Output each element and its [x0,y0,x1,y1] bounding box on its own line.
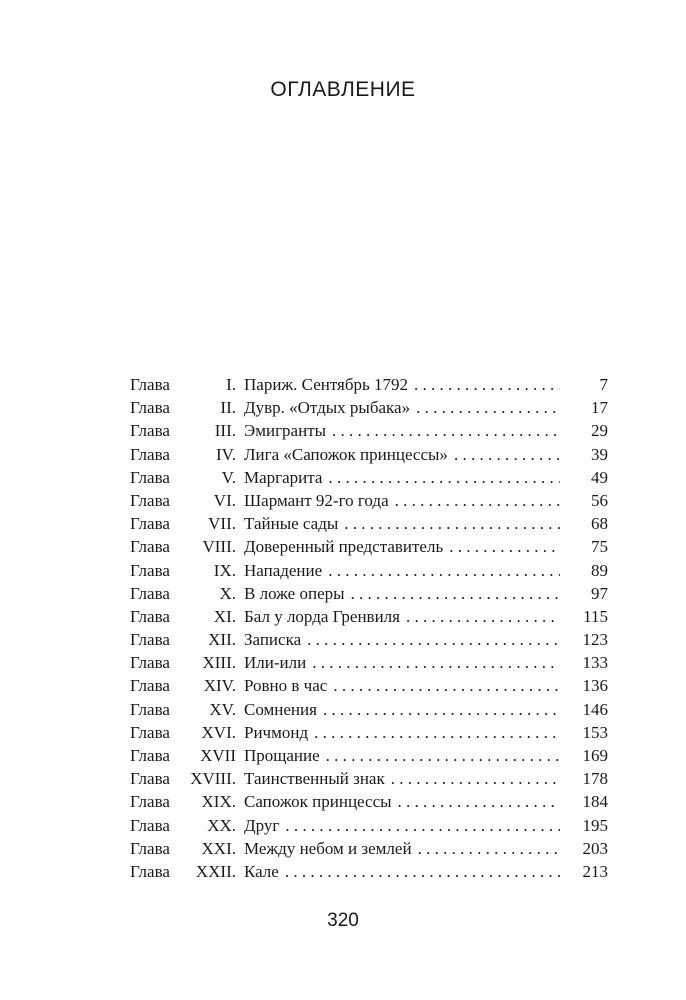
chapter-label: Глава [130,769,170,789]
chapter-title: Доверенный представитель [244,537,449,556]
chapter-page: 195 [582,815,608,835]
chapter-label: Глава [130,537,170,557]
chapter-label: Глава [130,699,170,719]
chapter-number: V. [221,467,236,487]
toc-entry [130,512,608,535]
page-title: ОГЛАВЛЕНИЕ [270,78,416,101]
chapter-title-leader [244,860,560,883]
chapter-title-leader [244,512,560,535]
toc-entry [130,767,608,790]
toc-entry [130,814,608,837]
chapter-page: 39 [591,444,608,464]
chapter-label: Глава [130,746,170,765]
chapter-number: XVII [200,746,236,765]
chapter-title: Прощание [244,746,326,765]
chapter-label: Глава [130,815,170,835]
chapter-title-leader [244,443,560,466]
chapter-title-leader [244,744,560,767]
toc-entry [130,698,608,721]
chapter-number: XXII. [195,861,236,881]
chapter-number: XV. [209,699,236,719]
chapter-number: XIII. [202,653,236,673]
chapter-title-leader [244,698,560,721]
chapter-title: Кале [244,862,285,881]
chapter-title: Эмигранты [244,421,332,440]
chapter-number: I. [226,375,236,394]
chapter-label: Глава [130,838,170,858]
chapter-number: XVIII. [190,769,236,789]
toc-entry [130,582,608,605]
chapter-page: 115 [583,606,608,626]
toc-entry [130,466,608,489]
toc-entry [130,790,608,813]
chapter-title-leader [244,814,560,837]
chapter-title-leader [244,628,560,651]
toc-entry [130,837,608,860]
chapter-number: VI. [213,490,236,510]
chapter-number: X. [219,583,236,603]
table-of-contents [130,373,608,883]
chapter-title: Друг [244,816,285,835]
toc-entry [130,628,608,651]
chapter-title-leader [244,674,560,697]
chapter-page: 49 [591,467,608,487]
chapter-title-leader [244,396,560,419]
toc-entry [130,396,608,419]
chapter-title: Шармант 92-го года [244,491,395,510]
chapter-page: 213 [582,861,608,881]
chapter-label: Глава [130,676,170,696]
toc-entry [130,721,608,744]
toc-entry [130,559,608,582]
chapter-page: 97 [591,583,608,603]
chapter-label: Глава [130,606,170,626]
chapter-title-leader [244,489,560,512]
chapter-number: XI. [213,606,236,626]
chapter-number: XII. [208,630,236,650]
chapter-title: Ричмонд [244,723,314,742]
chapter-title: Или-или [244,653,312,672]
toc-entry [130,744,608,767]
chapter-label: Глава [130,467,170,487]
chapter-title-leader [244,373,560,396]
chapter-page: 133 [582,653,608,673]
chapter-page: 56 [591,490,608,510]
chapter-title: Нападение [244,561,328,580]
toc-entry [130,419,608,442]
chapter-number: VII. [208,514,236,534]
chapter-label: Глава [130,792,170,812]
chapter-label: Глава [130,861,170,881]
chapter-page: 153 [582,722,608,742]
chapter-label: Глава [130,722,170,742]
chapter-label: Глава [130,560,170,580]
chapter-title-leader [244,651,560,674]
chapter-title: Лига «Сапожок принцессы» [244,445,454,464]
chapter-title: Сомнения [244,700,323,719]
chapter-title-leader [244,837,560,860]
chapter-number: IV. [216,444,236,464]
toc-entry [130,443,608,466]
chapter-title: Тайные сады [244,514,344,533]
chapter-page: 17 [591,398,608,418]
chapter-title: В ложе оперы [244,584,351,603]
chapter-title: Ровно в час [244,676,333,695]
chapter-title-leader [244,535,560,558]
toc-entry [130,651,608,674]
chapter-page: 178 [582,769,608,789]
chapter-label: Глава [130,375,170,394]
page-number: 320 [327,910,359,931]
chapter-number: XVI. [201,722,236,742]
chapter-label: Глава [130,653,170,673]
chapter-label: Глава [130,398,170,418]
chapter-label: Глава [130,514,170,534]
chapter-page: 68 [591,514,608,534]
chapter-label: Глава [130,583,170,603]
chapter-title-leader [244,790,560,813]
chapter-number: XIX. [201,792,236,812]
chapter-number: XIV. [203,676,236,696]
chapter-title-leader [244,582,560,605]
chapter-page: 7 [599,375,608,394]
chapter-label: Глава [130,630,170,650]
chapter-label: Глава [130,421,170,441]
chapter-title: Маргарита [244,468,328,487]
chapter-page: 184 [582,792,608,812]
chapter-title-leader [244,721,560,744]
chapter-page: 169 [582,746,608,765]
toc-entry [130,605,608,628]
toc-entry [130,535,608,558]
chapter-label: Глава [130,490,170,510]
chapter-title: Между небом и землей [244,839,418,858]
chapter-title: Париж. Сентябрь 1792 [244,375,414,394]
chapter-number: VIII. [202,537,236,557]
chapter-title-leader [244,466,560,489]
chapter-label: Глава [130,444,170,464]
chapter-title: Бал у лорда Гренвиля [244,607,406,626]
chapter-title-leader [244,419,560,442]
toc-entry [130,489,608,512]
chapter-title: Таинственный знак [244,769,391,788]
chapter-number: II. [220,398,236,418]
chapter-page: 29 [591,421,608,441]
chapter-title: Дувр. «Отдых рыбака» [244,398,416,417]
chapter-page: 89 [591,560,608,580]
chapter-number: XX. [207,815,236,835]
toc-entry [130,674,608,697]
chapter-title: Сапожок принцессы [244,792,398,811]
chapter-title-leader [244,605,560,628]
chapter-title-leader [244,767,560,790]
chapter-number: IX. [213,560,236,580]
chapter-number: III. [214,421,236,441]
chapter-page: 203 [582,838,608,858]
chapter-page: 75 [591,537,608,557]
chapter-number: XXI. [201,838,236,858]
toc-entry [130,373,608,396]
chapter-page: 123 [582,630,608,650]
chapter-title-leader [244,559,560,582]
chapter-title: Записка [244,630,307,649]
chapter-page: 136 [582,676,608,696]
chapter-page: 146 [582,699,608,719]
toc-entry [130,860,608,883]
